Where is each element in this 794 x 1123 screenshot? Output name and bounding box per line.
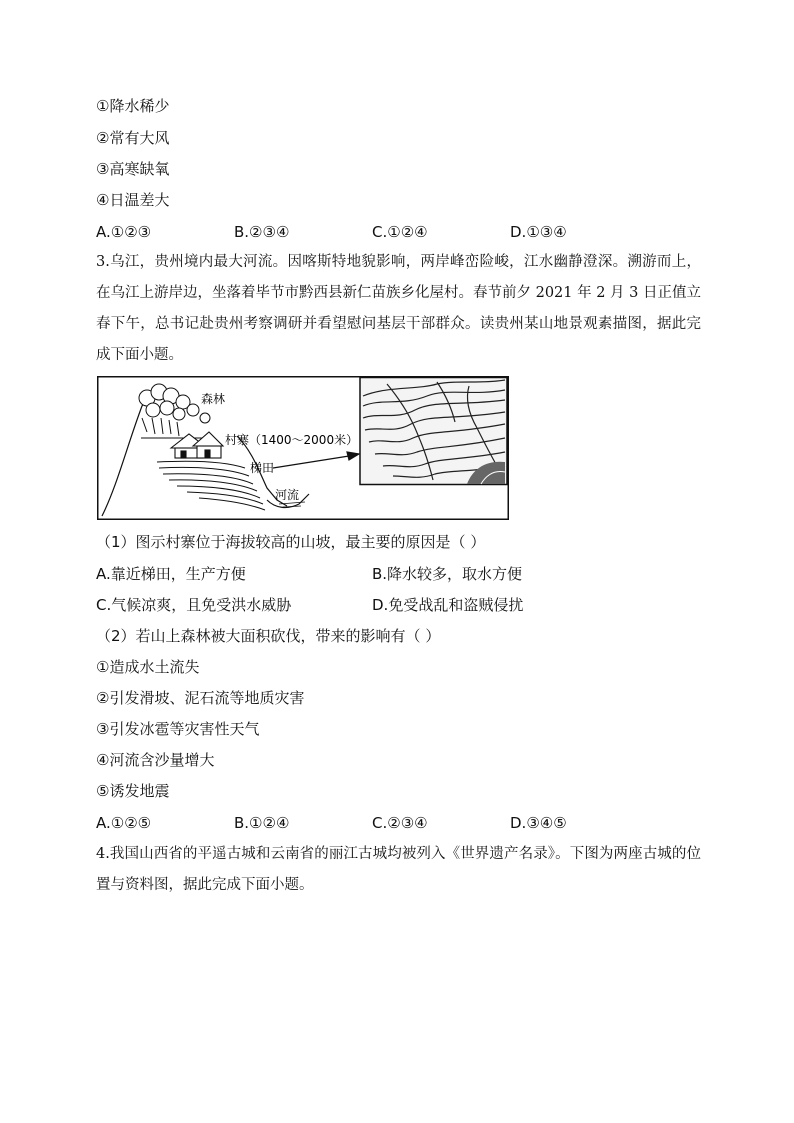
q3-2-item-4: ④河流含沙量增大	[96, 751, 215, 769]
q3-2-item-3: ③引发冰雹等灾害性天气	[96, 720, 260, 738]
q4-stem: 4.我国山西省的平遥古城和云南省的丽江古城均被列入《世界遗产名录》。下图为两座古城的位置与资料图，据此完成下面小题。	[96, 846, 701, 893]
q3-1-option-c[interactable]: C.气候凉爽，且免受洪水威胁	[96, 596, 292, 614]
q3-2-option-c[interactable]: C.②③④	[372, 814, 428, 832]
q3-2-stem: （2）若山上森林被大面积砍伐，带来的影响有（ ）	[96, 627, 441, 645]
q3-stem: 3.乌江，贵州境内最大河流。因喀斯特地貌影响，两岸峰峦险峻，江水幽静澄深。溯游而上，在乌江上游岸边，坐落着毕节市黔西县新仁苗族乡化屋村。春节前夕 2021 年 2 月 3 日正值立春下午，总书记赴贵州考察调研并看望慰问基层干部群众。读贵州某山地景观素描图，据此完成下面小题。	[96, 254, 702, 363]
q3-2-option-a[interactable]: A.①②⑤	[96, 814, 152, 832]
q3-1-option-d[interactable]: D.免受战乱和盗贼侵扰	[372, 596, 524, 614]
q2-item-3: ③高寒缺氧	[96, 160, 170, 178]
q2-item-2: ②常有大风	[96, 129, 170, 147]
q3-2-option-b[interactable]: B.①②④	[234, 814, 290, 832]
q2-item-4: ④日温差大	[96, 191, 170, 209]
q3-2-item-1: ①造成水土流失	[96, 658, 200, 676]
terrace-detail-image	[360, 378, 507, 485]
q2-option-d[interactable]: D.①③④	[510, 223, 567, 241]
q3-2-item-5: ⑤诱发地震	[96, 782, 170, 800]
q2-option-a[interactable]: A.①②③	[96, 223, 152, 241]
q3-1-option-a[interactable]: A.靠近梯田，生产方便	[96, 565, 246, 583]
label-river: 河流	[275, 488, 300, 502]
q3-1-stem: （1）图示村寨位于海拔较高的山坡，最主要的原因是（ ）	[96, 533, 486, 551]
label-forest: 森林	[201, 392, 226, 406]
mountain-landscape-figure	[97, 376, 509, 520]
label-terrace: 梯田	[250, 461, 275, 475]
q3-2-item-2: ②引发滑坡、泥石流等地质灾害	[96, 689, 305, 707]
q3-2-option-d[interactable]: D.③④⑤	[510, 814, 567, 832]
q3-1-option-b[interactable]: B.降水较多，取水方便	[372, 565, 523, 583]
q2-item-1: ①降水稀少	[96, 97, 170, 115]
label-village: 村寨（1400～2000米）	[225, 433, 359, 447]
q2-option-b[interactable]: B.②③④	[234, 223, 290, 241]
q2-option-c[interactable]: C.①②④	[372, 223, 428, 241]
